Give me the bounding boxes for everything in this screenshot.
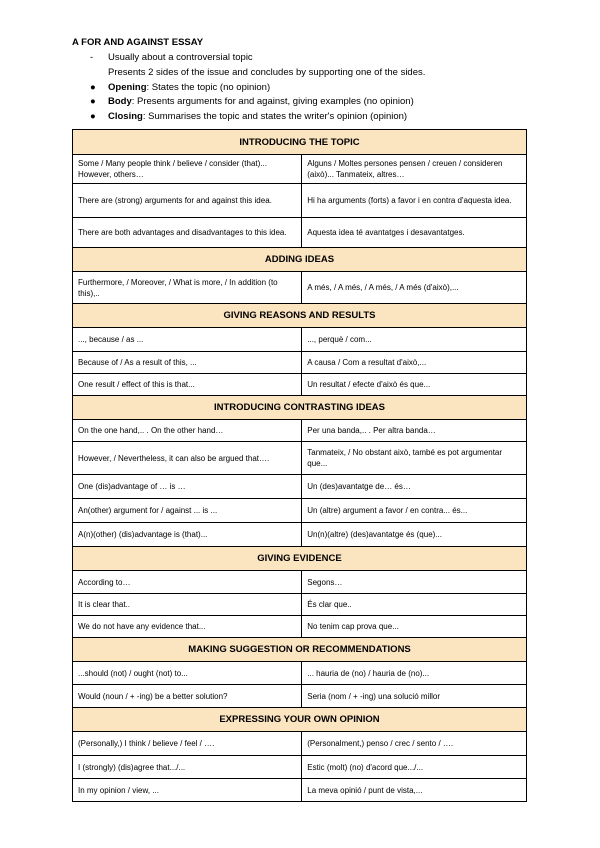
english-phrase: We do not have any evidence that... xyxy=(73,616,302,638)
catalan-phrase: És clar que.. xyxy=(302,594,527,616)
catalan-phrase: Per una banda,.. . Per altra banda… xyxy=(302,420,527,442)
english-phrase: Would (noun / + -ing) be a better solution? xyxy=(73,685,302,708)
intro-term: Opening xyxy=(108,81,147,93)
english-phrase: There are both advantages and disadvantages to this idea. xyxy=(73,218,302,248)
bullet-marker: ● xyxy=(90,96,96,108)
intro-text: : Summarises the topic and states the writer's opinion (opinion) xyxy=(142,111,408,123)
english-phrase: One result / effect of this is that... xyxy=(73,374,302,396)
intro-item xyxy=(88,95,425,110)
section-header: INTRODUCING THE TOPIC xyxy=(73,130,527,155)
english-phrase: I (strongly) (dis)agree that.../... xyxy=(73,756,302,779)
phrases-table xyxy=(72,129,527,802)
section-header: GIVING EVIDENCE xyxy=(73,547,527,571)
intro-item xyxy=(88,66,425,81)
english-phrase: Some / Many people think / believe / consider (that)... However, others… xyxy=(73,155,302,184)
section-header: EXPRESSING YOUR OWN OPINION xyxy=(73,708,527,732)
document-title: A FOR AND AGAINST ESSAY xyxy=(72,37,204,48)
english-phrase: An(other) argument for / against ... is ... xyxy=(73,499,302,523)
intro-term: Body xyxy=(108,96,132,108)
bullet-marker: ● xyxy=(90,111,96,123)
catalan-phrase: Aquesta idea té avantatges i desavantatges. xyxy=(302,218,527,248)
english-phrase: There are (strong) arguments for and against this idea. xyxy=(73,184,302,218)
intro-text: : States the topic (no opinion) xyxy=(146,81,271,93)
intro-text: : Presents arguments for and against, giving examples (no opinion) xyxy=(131,96,414,108)
catalan-phrase: Estic (molt) (no) d'acord que.../... xyxy=(302,756,527,779)
intro-item xyxy=(88,51,425,66)
catalan-phrase: A més, / A més, / A més, / A més (d'això),... xyxy=(302,272,527,304)
intro-item xyxy=(88,81,425,96)
dash-marker: - xyxy=(90,52,94,63)
catalan-phrase: No tenim cap prova que... xyxy=(302,616,527,638)
english-phrase: Because of / As a result of this, ... xyxy=(73,352,302,374)
english-phrase: ..., because / as ... xyxy=(73,328,302,352)
catalan-phrase: Tanmateix, / No obstant això, també es pot argumentar que... xyxy=(302,442,527,475)
section-header: ADDING IDEAS xyxy=(73,248,527,272)
catalan-phrase: (Personalment,) penso / crec / sento / …. xyxy=(302,732,527,756)
intro-list xyxy=(88,51,425,125)
catalan-phrase: Un resultat / efecte d'això és que... xyxy=(302,374,527,396)
intro-item xyxy=(88,110,425,125)
catalan-phrase: Alguns / Moltes persones pensen / creuen / consideren (això)... Tanmateix, altres… xyxy=(302,155,527,184)
english-phrase: However, / Nevertheless, it can also be argued that…. xyxy=(73,442,302,475)
english-phrase: A(n)(other) (dis)advantage is (that)... xyxy=(73,523,302,547)
english-phrase: (Personally,) I think / believe / feel / …. xyxy=(73,732,302,756)
catalan-phrase: Un (altre) argument a favor / en contra... és... xyxy=(302,499,527,523)
section-header: GIVING REASONS AND RESULTS xyxy=(73,304,527,328)
english-phrase: One (dis)advantage of … is … xyxy=(73,475,302,499)
english-phrase: In my opinion / view, ... xyxy=(73,779,302,802)
catalan-phrase: Segons… xyxy=(302,571,527,594)
catalan-phrase: Hi ha arguments (forts) a favor i en contra d'aquesta idea. xyxy=(302,184,527,218)
section-header: MAKING SUGGESTION OR RECOMMENDATIONS xyxy=(73,638,527,662)
english-phrase: According to… xyxy=(73,571,302,594)
catalan-phrase: ..., perquè / com... xyxy=(302,328,527,352)
intro-term: Closing xyxy=(108,111,143,123)
catalan-phrase: Un (des)avantatge de… és… xyxy=(302,475,527,499)
english-phrase: It is clear that.. xyxy=(73,594,302,616)
catalan-phrase: Seria (nom / + -ing) una solució millor xyxy=(302,685,527,708)
english-phrase: Furthermore, / Moreover, / What is more, / In addition (to this),.. xyxy=(73,272,302,304)
catalan-phrase: Un(n)(altre) (des)avantatge és (que)... xyxy=(302,523,527,547)
section-header: INTRODUCING CONTRASTING IDEAS xyxy=(73,396,527,420)
catalan-phrase: La meva opinió / punt de vista,... xyxy=(302,779,527,802)
bullet-marker: ● xyxy=(90,81,96,93)
english-phrase: On the one hand,.. . On the other hand… xyxy=(73,420,302,442)
intro-text: Usually about a controversial topic xyxy=(108,52,253,63)
english-phrase: ...should (not) / ought (not) to... xyxy=(73,662,302,685)
intro-text: Presents 2 sides of the issue and concludes by supporting one of the sides. xyxy=(108,66,426,78)
catalan-phrase: A causa / Com a resultat d'això,... xyxy=(302,352,527,374)
catalan-phrase: ... hauria de (no) / hauria de (no)... xyxy=(302,662,527,685)
